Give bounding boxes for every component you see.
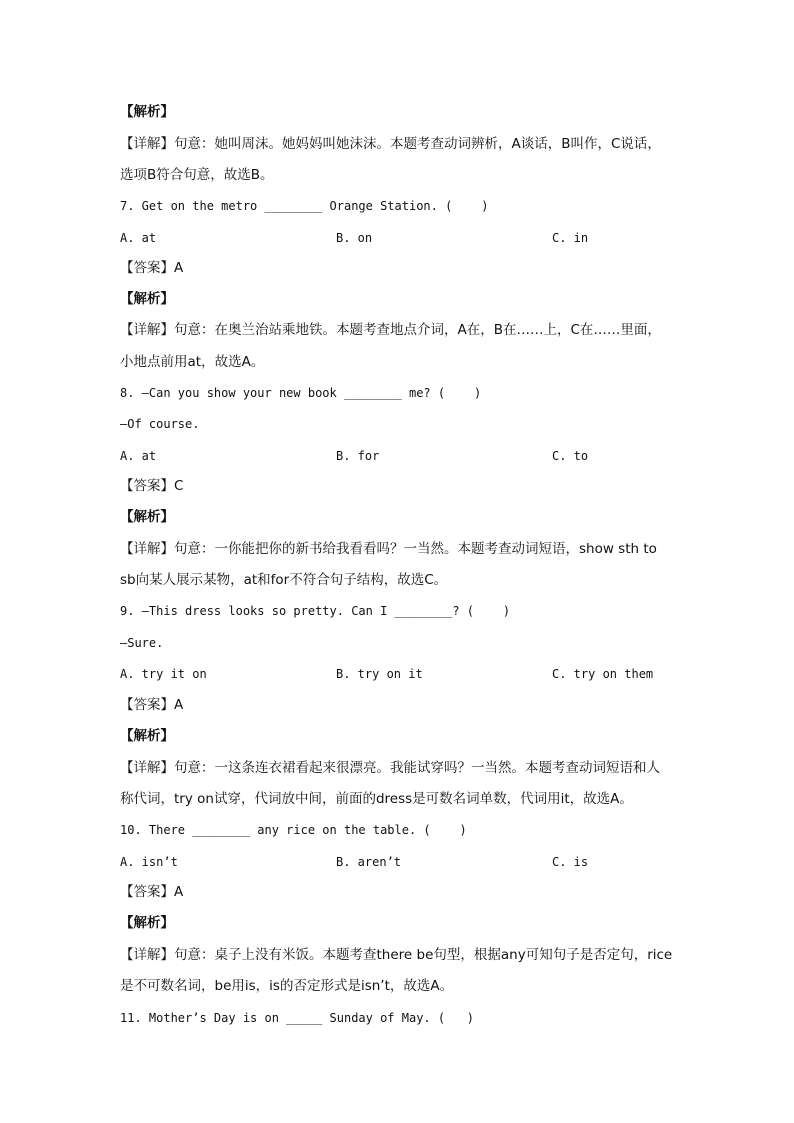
q9-option-c: C. try on them: [552, 667, 654, 681]
q7-option-a: A. at: [120, 231, 157, 245]
q10-detail: 【详解】句意：桌子上没有米饭。本题考查there be句型，根据any可知句子是否定句，rice: [120, 947, 673, 963]
q9-reply: —Sure.: [120, 636, 164, 650]
q9-option-b: B. try on it: [336, 667, 423, 681]
detail-text-cont: 选项B符合句意，故选B。: [120, 167, 274, 183]
q10-option-b: B. aren’t: [336, 855, 402, 869]
q9-answer: 【答案】A: [120, 697, 184, 713]
q10-option-c: C. is: [552, 855, 589, 869]
question-10: 10. There ________ any rice on the table. ( ): [120, 823, 467, 837]
question-7: 7. Get on the metro ________ Orange Station. ( ): [120, 199, 489, 213]
question-9: 9. —This dress looks so pretty. Can I ________? ( ): [120, 604, 511, 618]
question-11: 11. Mother’s Day is on _____ Sunday of May. ( ): [120, 1011, 475, 1025]
q9-detail: 【详解】句意：一这条连衣裙看起来很漂亮。我能试穿吗？一当然。本题考查动词短语和人: [120, 760, 660, 776]
q8-option-a: A. at: [120, 449, 157, 463]
q10-analysis-label: 【解析】: [120, 915, 174, 931]
q8-analysis-label: 【解析】: [120, 509, 174, 525]
q7-option-b: B. on: [336, 231, 373, 245]
q7-option-c: C. in: [552, 231, 589, 245]
q8-detail: 【详解】句意：一你能把你的新书给我看看吗？一当然。本题考查动词短语，show sth to: [120, 541, 657, 557]
q10-option-a: A. isn’t: [120, 855, 178, 869]
q8-answer: 【答案】C: [120, 478, 184, 494]
q9-detail-cont: 称代词，try on试穿，代词放中间，前面的dress是可数名词单数，代词用it，故选A。: [120, 791, 633, 807]
q7-detail-cont: 小地点前用at，故选A。: [120, 354, 265, 370]
q10-detail-cont: 是不可数名词，be用is，is的否定形式是isn’t，故选A。: [120, 978, 454, 994]
q8-option-b: B. for: [336, 449, 380, 463]
q9-option-a: A. try it on: [120, 667, 207, 681]
analysis-label: 【解析】: [120, 104, 174, 120]
q9-analysis-label: 【解析】: [120, 728, 174, 744]
q7-analysis-label: 【解析】: [120, 291, 174, 307]
q8-option-c: C. to: [552, 449, 589, 463]
q10-answer: 【答案】A: [120, 884, 184, 900]
detail-text: 【详解】句意：她叫周沫。她妈妈叫她沫沫。本题考查动词辨析，A谈话，B叫作，C说话，: [120, 136, 661, 152]
q7-detail: 【详解】句意：在奥兰治站乘地铁。本题考查地点介词，A在，B在……上，C在……里面，: [120, 322, 661, 338]
question-8: 8. —Can you show your new book ________ me? ( ): [120, 386, 482, 400]
q8-detail-cont: sb向某人展示某物，at和for不符合句子结构，故选C。: [120, 572, 448, 588]
q8-reply: —Of course.: [120, 417, 200, 431]
q7-answer: 【答案】A: [120, 260, 184, 276]
